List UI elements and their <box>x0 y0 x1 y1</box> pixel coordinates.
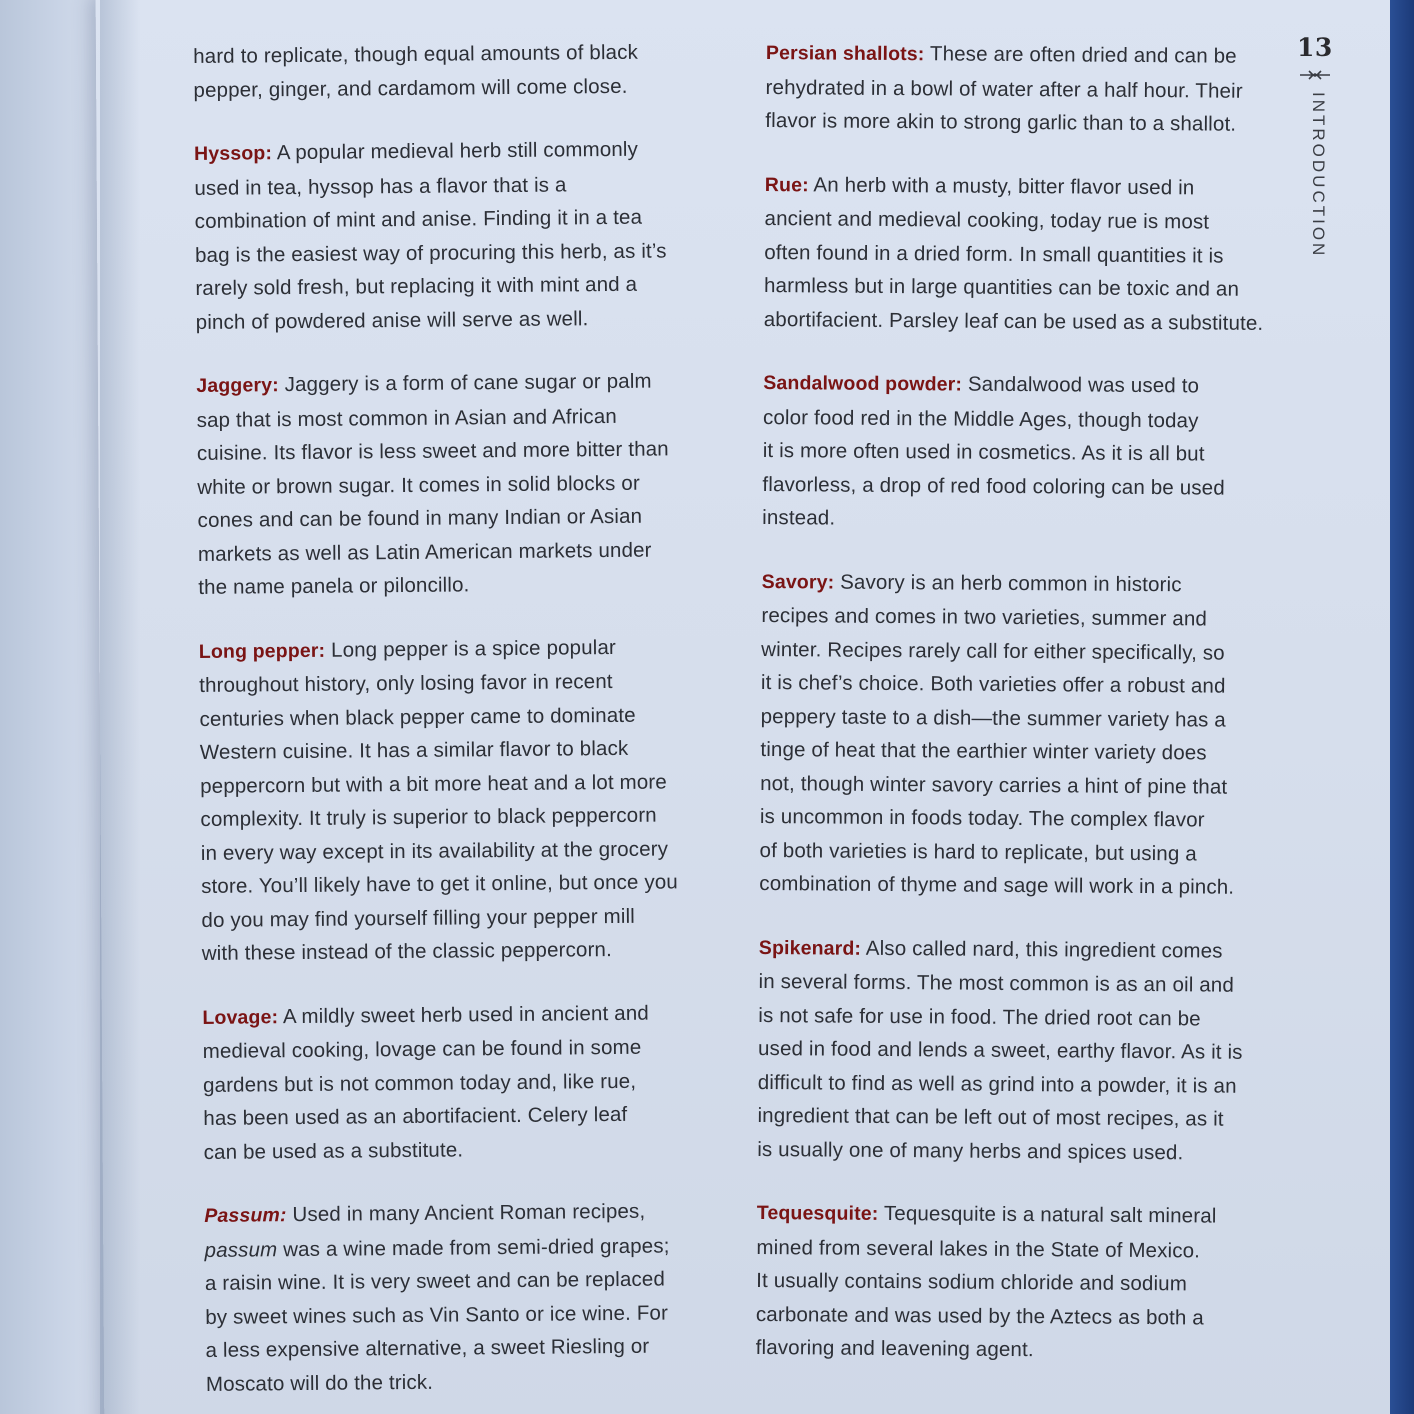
entry-term: Spikenard: <box>758 936 862 960</box>
entry-line: is not safe for use in food. The dried root can be <box>758 1003 1201 1030</box>
entry-line: flavor is more akin to strong garlic than to a shallot. <box>765 108 1237 136</box>
entry-line: medieval cooking, lovage can be found in some <box>202 1035 642 1063</box>
entry-line: markets as well as Latin American markets under <box>197 538 652 566</box>
entry-term: Long pepper: <box>198 639 326 663</box>
entry-line: abortifacient. Parsley leaf can be used as a substitute. <box>763 307 1264 335</box>
entry-line: Moscato will do the trick. <box>205 1370 434 1396</box>
entry-line: centuries when black pepper came to dominate <box>199 703 636 731</box>
left-column <box>193 35 686 1414</box>
entry-line: not, though winter savory carries a hint of pine that <box>760 771 1228 799</box>
glossary-entry-passum <box>204 1194 686 1401</box>
entry-line: cuisine. Its flavor is less sweet and more bitter than <box>196 437 669 465</box>
entry-term: Hyssop: <box>193 142 273 165</box>
entry-line: carbonate and was used by the Aztecs as both a <box>755 1302 1204 1329</box>
entry-line: hard to replicate, though equal amounts of black <box>193 40 639 68</box>
entry-line: Tequesquite is a natural salt mineral <box>878 1201 1217 1228</box>
entry-term: Persian shallots: <box>765 41 925 66</box>
cover-edge <box>1390 0 1414 1414</box>
entry-line: combination of thyme and sage will work in a pinch. <box>759 871 1235 899</box>
entry-line: has been used as an abortifacient. Celery leaf <box>203 1102 628 1130</box>
entry-line: Also called nard, this ingredient comes <box>861 936 1223 963</box>
entry-line: used in food and lends a sweet, earthy flavor. As it is <box>757 1036 1243 1064</box>
entry-line: often found in a dried form. In small quantities it is <box>764 240 1224 268</box>
entry-line: difficult to find as well as grind into a powder, it is an <box>757 1070 1237 1098</box>
entry-line: of both varieties is hard to replicate, but using a <box>759 838 1197 865</box>
entry-line: peppercorn but with a bit more heat and a lot more <box>200 769 667 798</box>
glossary-entry-tequesquite <box>756 1196 1262 1368</box>
entry-line: ingredient that can be left out of most recipes, as it <box>757 1103 1224 1131</box>
glossary-entry-spikenard <box>757 930 1264 1169</box>
page-number: 13 <box>1297 33 1333 62</box>
right-column <box>755 36 1271 1398</box>
italic-word: passum <box>204 1237 278 1262</box>
entry-line: Sandalwood was used to <box>961 372 1200 398</box>
entry-line: the name panela or piloncillo. <box>198 573 470 599</box>
entry-line: complexity. It truly is superior to black peppercorn <box>200 803 657 831</box>
section-label: INTRODUCTION <box>1309 92 1328 259</box>
entry-line: Used in many Ancient Roman recipes, <box>286 1199 646 1227</box>
entry-term: Tequesquite: <box>756 1201 879 1225</box>
entry-line: ancient and medieval cooking, today rue is most <box>764 206 1210 234</box>
entry-line: used in tea, hyssop has a flavor that is a <box>194 172 567 200</box>
entry-line: pepper, ginger, and cardamom will come close. <box>193 74 628 102</box>
entry-line: recipes and comes in two varieties, summer and <box>761 603 1208 631</box>
entry-line: A popular medieval herb still commonly <box>271 137 639 165</box>
entry-line: gardens but is not common today and, like rue, <box>202 1069 637 1097</box>
entry-line: harmless but in large quantities can be toxic and an <box>763 273 1240 301</box>
entry-line: Long pepper is a spice popular <box>325 635 617 662</box>
entry-line: store. You’ll likely have to get it online, but once you <box>201 870 679 898</box>
entry-line: Western cuisine. It has a similar flavor to black <box>199 736 629 764</box>
entry-line: it is more often used in cosmetics. As it is all but <box>762 438 1205 466</box>
entry-line: throughout history, only losing favor in recent <box>199 670 613 697</box>
entry-line: peppery taste to a dish—the summer variety has a <box>760 704 1227 732</box>
entry-line: pinch of powdered anise will serve as well. <box>195 306 589 334</box>
entry-line: do you may find yourself filling your pepper mill <box>201 904 636 932</box>
entry-line: mined from several lakes in the State of Mexico. <box>756 1235 1201 1262</box>
entry-line: was a wine made from semi-dried grapes; <box>277 1233 670 1261</box>
entry-line: a less expensive alternative, a sweet Riesling or <box>205 1334 650 1362</box>
glossary-entry-rue <box>764 167 1270 339</box>
glossary-entry-jaggery <box>196 364 678 604</box>
entry-line: Jaggery is a form of cane sugar or palm <box>278 369 652 397</box>
entry-term: Passum: <box>204 1204 287 1227</box>
entry-line: by sweet wines such as Vin Santo or ice wine. For <box>205 1300 669 1329</box>
entry-line: It usually contains sodium chloride and sodium <box>756 1268 1188 1296</box>
entry-line: winter. Recipes rarely call for either specifically, so <box>761 637 1225 665</box>
entry-line: instead. <box>762 505 836 530</box>
gutter-shadow <box>100 0 140 1414</box>
entry-term: Rue: <box>764 173 809 196</box>
glossary-entry-savory <box>759 564 1267 904</box>
entry-line: flavorless, a drop of red food coloring can be used <box>762 472 1225 500</box>
entry-line: A mildly sweet herb used in ancient and <box>278 1001 649 1028</box>
entry-line: color food red in the Middle Ages, though today <box>762 405 1199 432</box>
continued-entry <box>193 35 674 107</box>
entry-term: Jaggery: <box>196 374 279 397</box>
ornament-icon <box>1298 63 1332 87</box>
entry-line: is uncommon in foods today. The complex flavor <box>759 804 1205 832</box>
glossary-entry-persian-shallots <box>765 36 1271 141</box>
entry-line: These are often dried and can be <box>924 42 1237 68</box>
entry-term: Sandalwood powder: <box>763 371 963 396</box>
entry-line: bag is the easiest way of procuring this herb, as it’s <box>194 238 667 267</box>
entry-line: sap that is most common in Asian and African <box>196 404 617 432</box>
entry-line: can be used as a substitute. <box>203 1137 464 1164</box>
entry-term: Savory: <box>761 570 835 594</box>
glossary-entry-long-pepper <box>199 630 682 971</box>
glossary-entry-hyssop <box>194 132 676 339</box>
entry-term: Lovage: <box>202 1005 279 1029</box>
entry-line: rarely sold fresh, but replacing it with mint and a <box>195 272 638 300</box>
entry-line: An herb with a musty, bitter flavor used in <box>808 172 1195 199</box>
entry-line: tinge of heat that the earthier winter variety does <box>760 737 1207 765</box>
glossary-entry-lovage <box>202 996 684 1169</box>
entry-line: Savory is an herb common in historic <box>834 570 1182 596</box>
entry-line: in every way except in its availability at the grocery <box>200 836 669 865</box>
entry-line: with these instead of the classic peppercorn. <box>201 938 613 965</box>
entry-line: a raisin wine. It is very sweet and can be replaced <box>204 1267 666 1295</box>
entry-line: cones and can be found in many Indian or Asian <box>197 504 643 532</box>
entry-line: is usually one of many herbs and spices used. <box>757 1137 1184 1164</box>
entry-line: combination of mint and anise. Finding it in a tea <box>194 205 643 233</box>
entry-line: rehydrated in a bowl of water after a half hour. Their <box>765 75 1243 103</box>
entry-line: white or brown sugar. It comes in solid blocks or <box>197 471 640 499</box>
entry-line: in several forms. The most common is as an oil and <box>758 969 1235 997</box>
entry-line: flavoring and leavening agent. <box>755 1335 1034 1362</box>
entry-line: it is chef’s choice. Both varieties offer a robust and <box>760 670 1226 698</box>
glossary-entry-sandalwood-powder <box>762 366 1268 538</box>
